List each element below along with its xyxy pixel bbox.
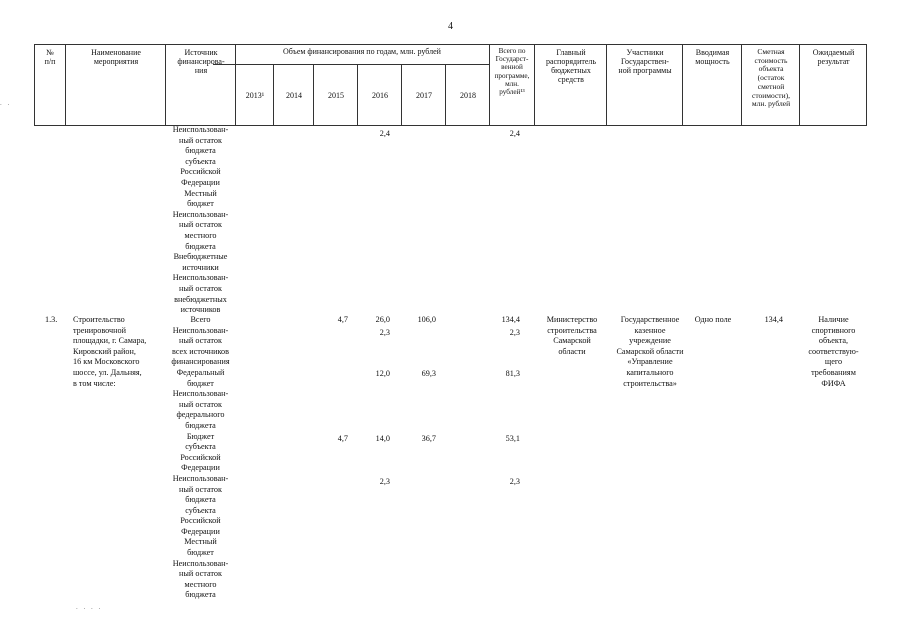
year-column-divider — [273, 64, 274, 126]
item-1-3-2016-unused-regional: 2,3 — [379, 477, 390, 486]
scan-artifact: . . . . — [76, 603, 103, 611]
table-border-right — [866, 44, 867, 126]
item-1-3-2017-federal: 69,3 — [421, 369, 436, 378]
item-1-3-regional-total: 53,1 — [505, 434, 520, 443]
header-capacity: Вводимая мощность — [695, 48, 730, 66]
table-column-divider — [799, 44, 800, 126]
year-column-divider — [445, 64, 446, 126]
header-year-2016: 2016 — [372, 91, 388, 100]
table-top-border — [34, 44, 867, 45]
item-1-3-2016-regional: 14,0 — [375, 434, 390, 443]
page-number: 4 — [448, 21, 453, 32]
header-number: № п/п — [44, 48, 56, 66]
table-column-divider — [682, 44, 683, 126]
item-1-3-main-manager: Министерство строительства Самарской области — [546, 315, 598, 356]
item-1-3-federal-total: 81,3 — [505, 369, 520, 378]
header-expected-result: Ожидаемый результат — [812, 48, 855, 66]
item-1-3-capacity: Одно поле — [694, 315, 732, 324]
item-1-3-2016-total: 26,0 — [375, 315, 390, 324]
item-1-3-program-total: 134,4 — [501, 315, 520, 324]
header-main-manager: Главный распорядитель бюджетных средств — [545, 48, 597, 84]
item-1-3-2015-total: 4,7 — [337, 315, 348, 324]
header-funding-volume: Объем финансирования по годам, млн. рублей — [283, 47, 441, 56]
item-1-3-unused-all-total: 2,3 — [509, 328, 520, 337]
header-program-total: Всего по Государст- венной программе, млн. рублей¹³ — [494, 47, 530, 97]
years-header-divider — [213, 64, 489, 65]
table-header — [34, 44, 867, 126]
year-column-divider — [401, 64, 402, 126]
item-1-3-2015-regional: 4,7 — [337, 434, 348, 443]
item-1-3-sources: Всего Неиспользован- ный остаток всех источников финансирования Федеральный бюджет Неиспользован- ный остаток федерального бюджета Бюджет субъекта Российской Федерации Неиспользован- ный остаток бюджета субъекта Российской Федерации Местный бюджет Неиспользован- ный остаток местного бюджета — [171, 315, 230, 600]
year-column-divider — [357, 64, 358, 126]
header-year-2013: 2013¹ — [245, 91, 265, 100]
item-1-3-number: 1.3. — [45, 315, 58, 324]
header-activity-name: Наименование мероприятия — [91, 48, 141, 66]
item-1-3-unused-regional-total: 2,3 — [509, 477, 520, 486]
table-header-bottom-border — [34, 125, 867, 126]
item-1-3-participants: Государственное казенное учреждение Самарской области «Управление капитального строительства» — [616, 315, 684, 388]
continued-value-2016: 2,4 — [379, 129, 390, 138]
item-1-3-estimated-cost: 134,4 — [764, 315, 783, 324]
header-estimated-cost: Сметная стоимость объекта (остаток сметной стоимости), млн. рублей — [751, 47, 791, 109]
item-1-3-name: Строительство тренировочной площадки, г. Самара, Кировский район, 16 км Московского шоссе, ул. Дальняя, в том числе: — [73, 315, 147, 388]
continued-sources: Неиспользован- ный остаток бюджета субъекта Российской Федерации Местный бюджет Неиспользован- ный остаток местного бюджета Внебюджетные источники Неиспользован- ный остаток внебюджетных источников — [172, 125, 229, 315]
header-program-participants: Участники Государствен- ной программы — [618, 48, 672, 75]
item-1-3-2017-regional: 36,7 — [421, 434, 436, 443]
table-column-divider — [534, 44, 535, 126]
table-column-divider — [165, 44, 166, 126]
table-column-divider — [741, 44, 742, 126]
header-funding-source: Источник финансирова- ния — [177, 48, 225, 75]
header-year-2014: 2014 — [286, 91, 302, 100]
header-year-2017: 2017 — [416, 91, 432, 100]
table-column-divider — [235, 44, 236, 126]
header-year-2018: 2018 — [460, 91, 476, 100]
header-year-2015: 2015 — [328, 91, 344, 100]
table-border-left — [34, 44, 35, 126]
item-1-3-expected-result: Наличие спортивного объекта, соответствую- щего требованиям ФИФА — [808, 315, 859, 388]
continued-value-total: 2,4 — [509, 129, 520, 138]
table-column-divider — [65, 44, 66, 126]
scan-artifact: . . — [0, 99, 12, 107]
year-column-divider — [313, 64, 314, 126]
item-1-3-2016-federal: 12,0 — [375, 369, 390, 378]
item-1-3-2017-total: 106,0 — [417, 315, 436, 324]
item-1-3-2016-unused-all: 2,3 — [379, 328, 390, 337]
table-column-divider — [606, 44, 607, 126]
